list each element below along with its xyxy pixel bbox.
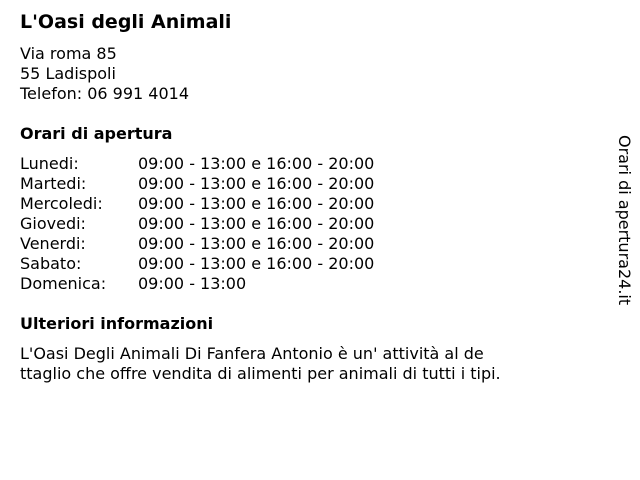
day-hours: 09:00 - 13:00 xyxy=(138,274,247,293)
hours-row-tuesday xyxy=(20,174,440,194)
business-name: L'Oasi degli Animali xyxy=(20,11,232,33)
day-hours: 09:00 - 13:00 e 16:00 - 20:00 xyxy=(138,154,375,173)
hours-row-sunday xyxy=(20,274,440,294)
day-label: Giovedi: xyxy=(20,214,86,233)
opening-hours-table xyxy=(20,154,440,294)
day-label: Lunedi: xyxy=(20,154,79,173)
day-hours: 09:00 - 13:00 e 16:00 - 20:00 xyxy=(138,194,375,213)
additional-info-heading: Ulteriori informazioni xyxy=(20,314,214,333)
day-hours: 09:00 - 13:00 e 16:00 - 20:00 xyxy=(138,234,375,253)
hours-row-wednesday xyxy=(20,194,440,214)
day-label: Martedi: xyxy=(20,174,87,193)
address-block xyxy=(20,44,189,104)
hours-row-saturday xyxy=(20,254,440,274)
opening-hours-heading: Orari di apertura xyxy=(20,124,173,143)
description-line: ttaglio che offre vendita di alimenti per animali di tutti i tipi. xyxy=(20,364,501,383)
hours-row-friday xyxy=(20,234,440,254)
day-label: Venerdi: xyxy=(20,234,86,253)
site-watermark: Orari di apertura24.it xyxy=(615,135,634,306)
business-description xyxy=(20,344,560,384)
day-label: Mercoledi: xyxy=(20,194,103,213)
street-address: Via roma 85 xyxy=(20,44,117,63)
city-address: 55 Ladispoli xyxy=(20,64,116,83)
day-hours: 09:00 - 13:00 e 16:00 - 20:00 xyxy=(138,174,375,193)
day-label: Sabato: xyxy=(20,254,82,273)
hours-row-thursday xyxy=(20,214,440,234)
phone-number: Telefon: 06 991 4014 xyxy=(20,84,190,103)
day-hours: 09:00 - 13:00 e 16:00 - 20:00 xyxy=(138,214,375,233)
day-label: Domenica: xyxy=(20,274,107,293)
description-line: L'Oasi Degli Animali Di Fanfera Antonio è un' attività al de xyxy=(20,344,484,363)
day-hours: 09:00 - 13:00 e 16:00 - 20:00 xyxy=(138,254,375,273)
hours-row-monday xyxy=(20,154,440,174)
